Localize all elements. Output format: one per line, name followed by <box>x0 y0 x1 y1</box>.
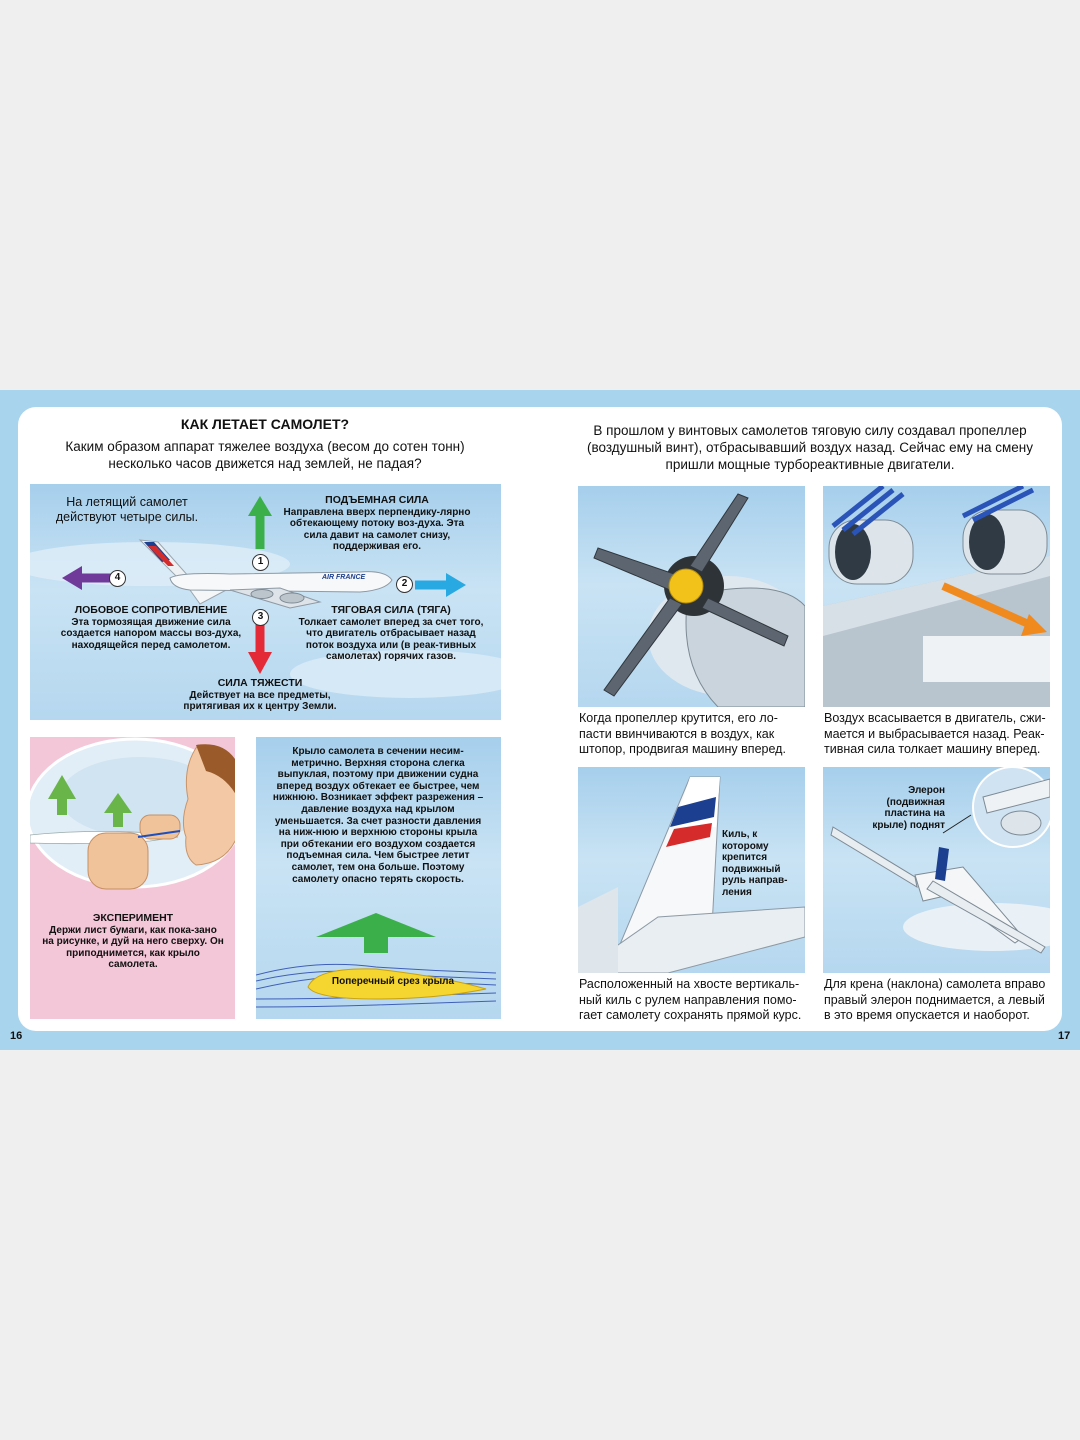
wing-description: Крыло самолета в сечении несим-метрично. Верхняя сторона слегка выпуклая, поэтому при движении судна вперед воздух обтекает ее быстрее, чем нижнюю. Возникает эффект разрежения – давление воздуха над крылом уменьшается. За счет разности давления на ниж-нюю и верхнюю стороны крыла при обтекании его воздухом создается подъемная сила. Чем быстрее летит самолет, тем она больше. Поэтому самолету опасно терять скорость. <box>272 746 484 885</box>
page-subtitle: Каким образом аппарат тяжелее воздуха (весом до сотен тонн) несколько часов движется над землей, не падая? <box>65 439 465 471</box>
lift-text: Направлена вверх перпендику-лярно обтекающему потоку воз-духа. Эта сила давит на самолет снизу, поддерживая его. <box>283 506 471 552</box>
thrust-text: Толкает самолет вперед за счет того, что двигатель отбрасывает назад поток воздуха или (в реак-тивных самолетах) горячих газов. <box>298 616 484 662</box>
experiment-panel <box>30 737 235 1019</box>
badge-drag: 4 <box>109 570 126 587</box>
thrust-description <box>295 605 487 663</box>
aileron-photo <box>823 767 1050 973</box>
lift-title: ПОДЪЕМНАЯ СИЛА <box>325 494 429 506</box>
experiment-description <box>42 913 224 971</box>
fin-photo <box>578 767 805 973</box>
badge-lift: 1 <box>252 554 269 571</box>
gravity-text: Действует на все предметы, притягивая их к центру Земли. <box>183 689 337 712</box>
experiment-illustration <box>30 737 235 1019</box>
forces-panel <box>30 484 501 720</box>
page-title: КАК ЛЕТАЕТ САМОЛЕТ? <box>180 416 350 432</box>
jet-engine-image <box>823 486 1050 707</box>
page-number-left: 16 <box>10 1030 23 1042</box>
badge-thrust: 2 <box>396 576 413 593</box>
aileron-caption: Для крена (наклона) самолета вправо правый элерон поднимается, а левый в это время опускается и наоборот. <box>824 977 1046 1022</box>
jet-caption: Воздух всасывается в двигатель, сжи-мается и выбрасывается назад. Реак-тивная сила толкает машину вперед. <box>824 711 1046 756</box>
gravity-title: СИЛА ТЯЖЕСТИ <box>217 677 303 689</box>
propeller-caption: Когда пропеллер крутится, его ло-пасти ввинчиваются в воздух, как штопор, продвигая машину вперед. <box>579 711 786 756</box>
forces-intro: На летящий самолет действуют четыре силы. <box>55 495 199 524</box>
fin-caption: Расположенный на хвосте вертикаль-ный киль с рулем направления помо-гает самолету сохранять прямой курс. <box>579 977 802 1022</box>
airfoil-label: Поперечный срез крыла <box>331 976 455 987</box>
lift-description <box>282 495 472 553</box>
experiment-text: Держи лист бумаги, как пока-зано на рисунке, и дуй на него сверху. Он приподнимется, как крыло самолета. <box>42 924 224 970</box>
aircraft-livery: AIR FRANCE <box>322 574 366 581</box>
thrust-title: ТЯГОВАЯ СИЛА (ТЯГА) <box>331 604 451 616</box>
badge-gravity: 3 <box>252 609 269 626</box>
fin-label: Киль, к которому крепится подвижный руль направ-ления <box>722 829 788 898</box>
propeller-image <box>578 486 805 707</box>
aileron-label: Элерон (подвижная пластина на крыле) поднят <box>872 785 945 831</box>
drag-text: Эта тормозящая движение сила создается напором массы воз-духа, находящейся перед самолетом. <box>60 616 242 651</box>
propeller-photo <box>578 486 805 707</box>
wing-panel <box>256 737 501 1019</box>
right-intro: В прошлом у винтовых самолетов тяговую силу создавал пропеллер (воздушный винт), отбрасывавший воздух назад. Сейчас ему на смену пришли мощные турбореактивные двигатели. <box>586 423 1033 472</box>
drag-description <box>52 605 250 651</box>
experiment-title: ЭКСПЕРИМЕНТ <box>92 912 174 924</box>
drag-title: ЛОБОВОЕ СОПРОТИВЛЕНИЕ <box>74 604 228 616</box>
page-number-right: 17 <box>1058 1030 1071 1042</box>
gravity-description <box>165 678 355 713</box>
jet-engine-photo <box>823 486 1050 707</box>
